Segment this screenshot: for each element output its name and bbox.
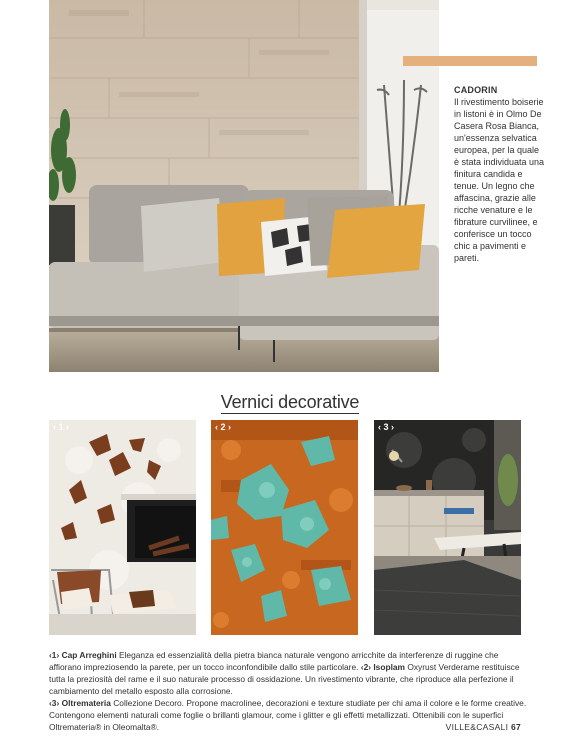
photo-number-3: ‹ 3 ›: [378, 422, 395, 432]
item-number-1: ‹1›: [49, 650, 60, 660]
item-text-1: Eleganza ed essenzialità della pietra bianca naturale vengono arricchite da interferenze di ruggine che affiorano impreziosendo la parete, per un tocco inconfondibile dallo stile particolare.: [49, 650, 499, 672]
magazine-name: VILLE&CASALI: [445, 722, 509, 732]
item-name-1: Cap Arreghini: [61, 650, 117, 660]
photo-cap-arreghini: [49, 420, 196, 635]
body-text: [49, 649, 529, 733]
item-name-2: Isoplam: [373, 662, 406, 672]
item-text-3: Collezione Decoro. Propone macrolinee, decorazioni e texture studiate per chi ama il colore e le forme creative. Contengono elementi naturali come foglie o brillanti glamour, come i glitter e gli effetti metallizzati. Ottenibili con le superfici Oltremateria® in Oleomalta®.: [49, 698, 527, 732]
photo-number-2: ‹ 2 ›: [215, 422, 232, 432]
page-number: 67: [510, 722, 521, 732]
accent-bar: [403, 56, 537, 66]
section-title: [0, 392, 580, 413]
photo-oltremateria: [374, 420, 521, 635]
photo-number-1: ‹ 1 ›: [53, 422, 70, 432]
photo-caption: [454, 84, 546, 264]
photo-isoplam: [211, 420, 358, 635]
item-number-3: ‹3›: [49, 698, 60, 708]
page-footer: [446, 722, 521, 732]
caption-brand: CADORIN: [454, 85, 498, 95]
hero-photo-living-room: [49, 0, 439, 372]
caption-text: Il rivestimento boiserie in listoni è in Olmo De Casera Rosa Bianca, un'essenza selvatica europea, per la quale è stata individuata una finitura candida e tenue. Un legno che affascina, grazie alle ricche venature e le fibrature curvilinee, e conferisce un tocco chic a pavimenti e pareti.: [454, 97, 545, 263]
item-name-3: Oltremateria: [61, 698, 111, 708]
section-title-text: Vernici decorative: [220, 392, 360, 412]
item-text-2: Oxyrust Verderame restituisce tutta la preziosità del rame e il suo naturale processo di ossidazione. Un rivestimento vibrante, che riproduce alla perfezione il cambiamento del metallo esposto alla corrosione.: [49, 662, 520, 696]
item-number-2: ‹2›: [360, 662, 372, 672]
